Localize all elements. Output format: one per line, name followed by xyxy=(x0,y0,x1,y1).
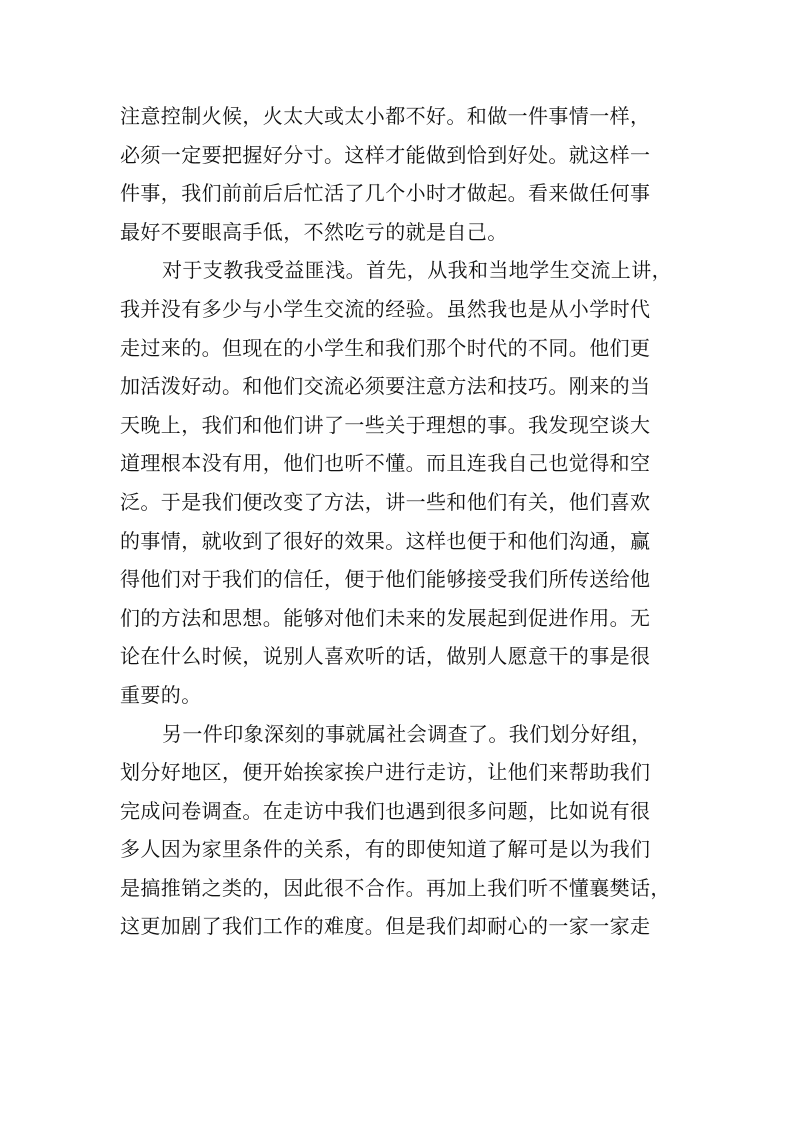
text-line: 件事，我们前前后后忙活了几个小时才做起。看来做任何事 xyxy=(120,181,651,206)
text-line: 是搞推销之类的，因此很不合作。再加上我们听不懂襄樊话， xyxy=(120,875,671,900)
text-line: 的事情，就收到了很好的效果。这样也便于和他们沟通，赢 xyxy=(120,528,651,553)
text-line: 道理根本没有用，他们也听不懂。而且连我自己也觉得和空 xyxy=(120,451,651,476)
paragraph xyxy=(120,97,700,251)
paragraph xyxy=(120,715,700,947)
text-line: 得他们对于我们的信任，便于他们能够接受我们所传送给他 xyxy=(120,567,651,592)
text-line: 对于支教我受益匪浅。首先，从我和当地学生交流上讲， xyxy=(162,258,672,283)
text-line: 划分好地区，便开始挨家挨户进行走访，让他们来帮助我们 xyxy=(120,760,651,785)
text-line: 泛。于是我们便改变了方法，讲一些和他们有关，他们喜欢 xyxy=(120,489,651,514)
text-line: 这更加剧了我们工作的难度。但是我们却耐心的一家一家走 xyxy=(120,914,651,939)
text-line: 最好不要眼高手低，不然吃亏的就是自己。 xyxy=(120,219,508,244)
text-line: 加活泼好动。和他们交流必须要注意方法和技巧。刚来的当 xyxy=(120,374,651,399)
text-line: 我并没有多少与小学生交流的经验。虽然我也是从小学时代 xyxy=(120,296,651,321)
text-line: 必须一定要把握好分寸。这样才能做到恰到好处。就这样一 xyxy=(120,142,651,167)
body-text xyxy=(120,97,700,946)
text-line: 另一件印象深刻的事就属社会调查了。我们划分好组， xyxy=(162,721,652,746)
text-line: 注意控制火候，火太大或太小都不好。和做一件事情一样， xyxy=(120,104,651,128)
text-line: 完成问卷调查。在走访中我们也遇到很多问题，比如说有很 xyxy=(120,798,651,823)
text-line: 走过来的。但现在的小学生和我们那个时代的不同。他们更 xyxy=(120,335,651,360)
text-line: 重要的。 xyxy=(120,682,202,707)
text-line: 论在什么时候，说别人喜欢听的话，做别人愿意干的事是很 xyxy=(120,644,651,669)
text-line: 多人因为家里条件的关系，有的即使知道了解可是以为我们 xyxy=(120,837,651,862)
text-line: 们的方法和思想。能够对他们未来的发展起到促进作用。无 xyxy=(120,605,651,630)
text-line: 天晚上，我们和他们讲了一些关于理想的事。我发现空谈大 xyxy=(120,412,651,437)
paragraph xyxy=(120,251,700,714)
